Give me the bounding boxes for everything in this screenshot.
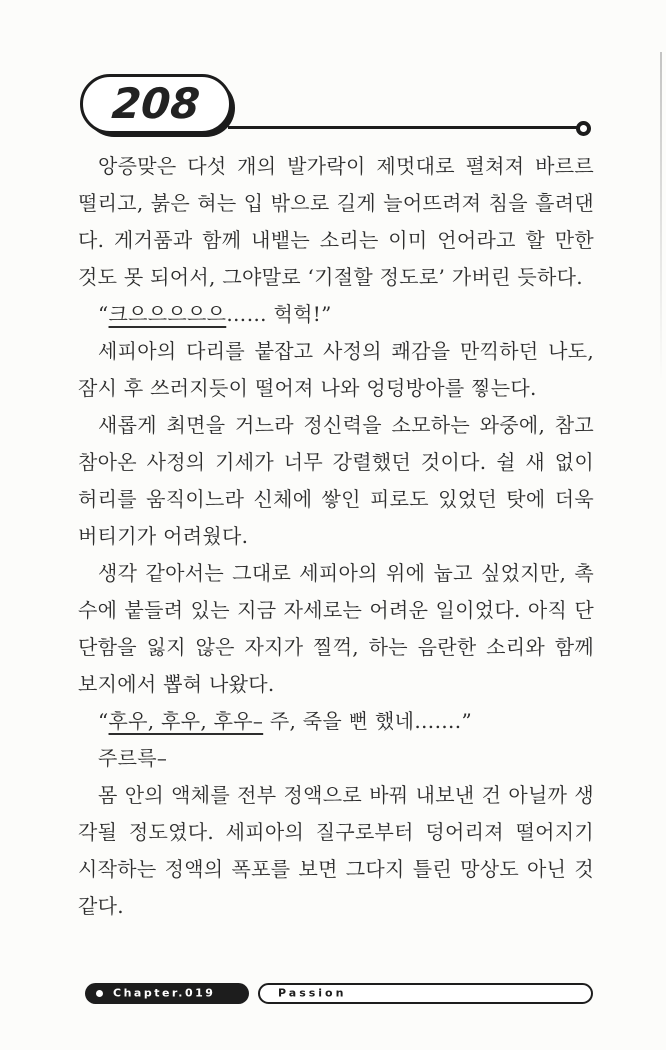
text-segment: 앙증맞은 다섯 개의 발가락이 제멋대로 펼쳐져 바르르 떨리고, 붉은 혀는 입 밖으로 길게 늘어뜨려져 침을 흘려댄다. 게거품과 함께 내뱉는 소리는 이미 언어라고 할 만한 것도 못 되어서, 그야말로 ‘기절할 정도로’ 가버린 듯하다. (78, 154, 594, 289)
chapter-badge (85, 983, 249, 1004)
text-segment: “ (98, 709, 109, 733)
section-label: Passion (278, 986, 347, 1000)
text-segment: 새롭게 최면을 거느라 정신력을 소모하는 와중에, 참고 참아온 사정의 기세가 너무 강렬했던 것이다. 쉴 새 없이 허리를 움직이느라 신체에 쌓인 피로도 있었던 탓에 더욱 버티기가 어려웠다. (78, 413, 594, 548)
text-segment: 생각 같아서는 그대로 세피아의 위에 눕고 싶었지만, 촉수에 붙들려 있는 지금 자세로는 어려운 일이었다. 아직 단단함을 잃지 않은 자지가 찔꺽, 하는 음란한 소리와 함께 보지에서 뽑혀 나왔다. (78, 561, 594, 696)
paragraph (78, 703, 594, 740)
text-segment: 주, 죽을 뻔 했네…….” (263, 709, 472, 733)
underlined-text-segment: 후우, 후우, 후우– (108, 709, 264, 733)
header-rule (228, 126, 578, 129)
bullet-icon (96, 990, 103, 997)
body-text (78, 148, 594, 925)
page-number: 208 (110, 78, 202, 128)
paragraph (78, 148, 594, 296)
scan-edge-artifact (660, 52, 662, 382)
page-number-badge (80, 74, 232, 134)
text-segment: …… 헉헉!” (226, 302, 332, 326)
text-segment: 몸 안의 액체를 전부 정액으로 바꿔 내보낸 건 아닐까 생각될 정도였다. 세피아의 질구로부터 덩어리져 떨어지기 시작하는 정액의 폭포를 보면 그다지 틀린 망상도 아닌 것 같다. (78, 783, 594, 918)
paragraph (78, 555, 594, 703)
chapter-label: Chapter.019 (113, 986, 216, 1000)
text-segment: “ (98, 302, 109, 326)
underlined-text-segment: 크으으으으으 (108, 302, 227, 326)
paragraph (78, 407, 594, 555)
text-segment: 주르륵– (98, 746, 168, 770)
paragraph (78, 333, 594, 407)
rule-end-ring-icon (576, 121, 591, 136)
paragraph (78, 740, 594, 777)
text-segment: 세피아의 다리를 붙잡고 사정의 쾌감을 만끽하던 나도, 잠시 후 쓰러지듯이 떨어져 나와 엉덩방아를 찧는다. (78, 339, 594, 400)
section-badge (258, 983, 593, 1004)
paragraph (78, 777, 594, 925)
paragraph (78, 296, 594, 333)
